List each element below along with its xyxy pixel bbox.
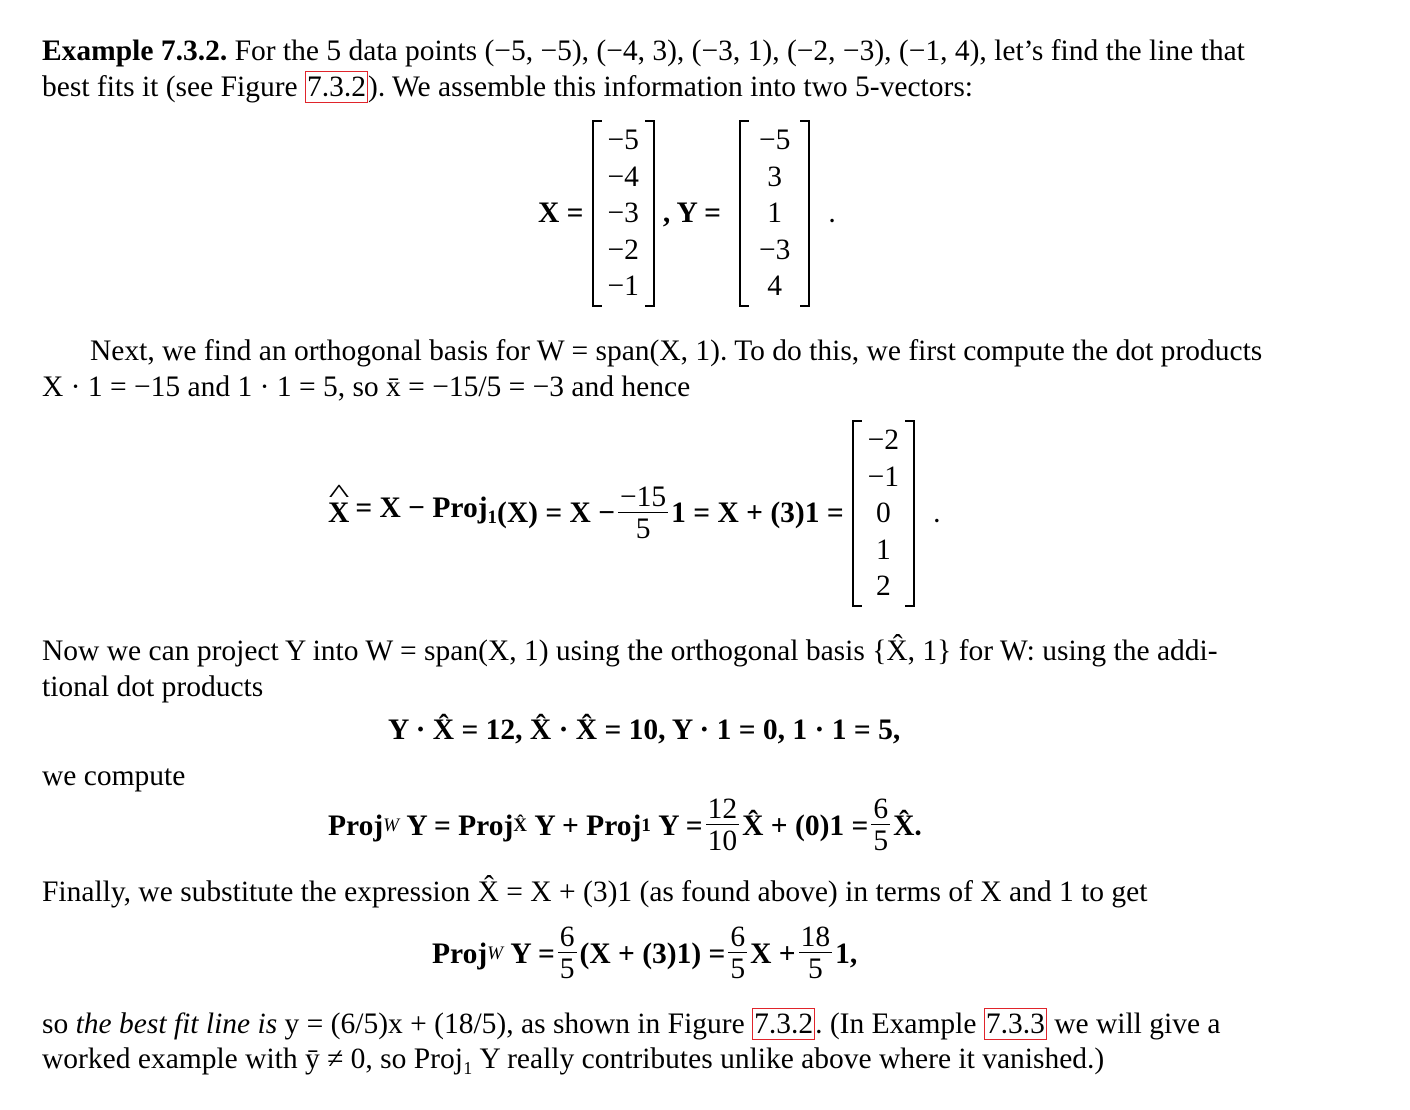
xhat-part1: = X − Proj$_1$ [355,492,498,529]
conclusion-line1: so the best fit line is y = (6/5)x + (18/5), as shown in Figure 7.3.2. (In Example 7.3.3 we will give a [42,1008,1221,1040]
para-project-line2: tional dot products [42,671,264,703]
y-entry: −5 [758,124,791,156]
fraction-neg15-over-5: $\frac{-15}{5}$ [620,480,667,545]
para-next-line2: X · 1 = −15 and 1 · 1 = 5, so x̄ = −15/5 = −3 and hence [42,371,691,403]
xhat-part3: 1 = X + (3)1 = [671,497,844,530]
xhat-entry: 1 [875,533,891,566]
intro-text-2: best fits it (see Figure [42,71,298,103]
x-entry: −4 [607,160,639,193]
fraction-18-over-5: $\frac{18}{5}$ [800,921,831,985]
we-compute-text: we compute [42,760,186,792]
y-vector [739,120,810,307]
xhat-entry: 2 [875,570,891,602]
projection-equation-2: Proj W Y = $\frac{6}{5}$ (X + (3)1) = $\frac{6}{5}$ X + $\frac{18}{5}$ 1, [432,921,858,985]
period: . [828,197,836,230]
fraction-6-over-5: $\frac{6}{5}$ [873,793,889,857]
example-label: Example 7.3.2. [42,35,228,67]
x-entry: −2 [607,233,639,266]
figure-ref-link[interactable]: 7.3.2 [307,71,366,103]
y-entry: −3 [758,233,791,266]
finally-text: Finally, we substitute the expression X̂ = X + (3)1 (as found above) in terms of X and 1 to get [42,876,1148,908]
example-ref-link[interactable]: 7.3.3 [985,1008,1045,1040]
vectors-display [538,120,836,307]
xhat-vector [852,420,915,607]
x-entry: −5 [607,124,639,156]
x-vector [592,120,655,307]
intro-text-3: ). We assemble this information into two 5-vectors: [368,71,973,103]
xhat-symbol: ^ X [328,495,349,531]
projection-equation-1: Proj W Y = Proj X̂ Y + Proj 1 Y = $\frac{12}{10}$ X̂ + (0)1 = $\frac{6}{5}$ X̂. [328,793,922,857]
y-entry: 4 [767,270,783,302]
fraction-12-over-10: $\frac{12}{10}$ [707,793,738,857]
x-entry: −1 [607,270,639,302]
dot-products-display: Y · X̂ = 12, X̂ · X̂ = 10, Y · 1 = 0, 1 · 1 = 5, [388,714,901,746]
example-intro-line1 [42,33,1245,69]
fraction-6-over-5: $\frac{6}{5}$ [730,921,746,985]
y-label: , Y = [662,197,721,230]
period: . [933,497,941,530]
x-label: X = [538,197,584,230]
conclusion-line2: worked example with ȳ ≠ 0, so Proj₁ Y really contributes unlike above where it vanished.) [42,1043,1105,1075]
para-next-line1: Next, we find an orthogonal basis for W = span(X, 1). To do this, we first compute the dot products [90,335,1263,367]
xhat-entry: −1 [867,460,900,493]
y-entry: 1 [767,197,783,229]
fraction-6-over-5: $\frac{6}{5}$ [559,921,575,985]
figure-ref-link[interactable]: 7.3.2 [754,1008,814,1040]
y-entry: 3 [767,160,783,193]
x-entry: −3 [607,197,639,229]
para-project-line1: Now we can project Y into W = span(X, 1) using the orthogonal basis {X̂, 1} for W: using the addi- [42,635,1218,667]
intro-text: For the 5 data points (−5, −5), (−4, 3), (−3, 1), (−2, −3), (−1, 4), let’s find the line that [234,35,1245,67]
xhat-equation [328,420,940,607]
xhat-entry: −2 [867,424,900,456]
xhat-part2: (X) = X − [497,497,616,530]
example-intro-line2 [42,69,973,105]
xhat-entry: 0 [875,497,891,529]
